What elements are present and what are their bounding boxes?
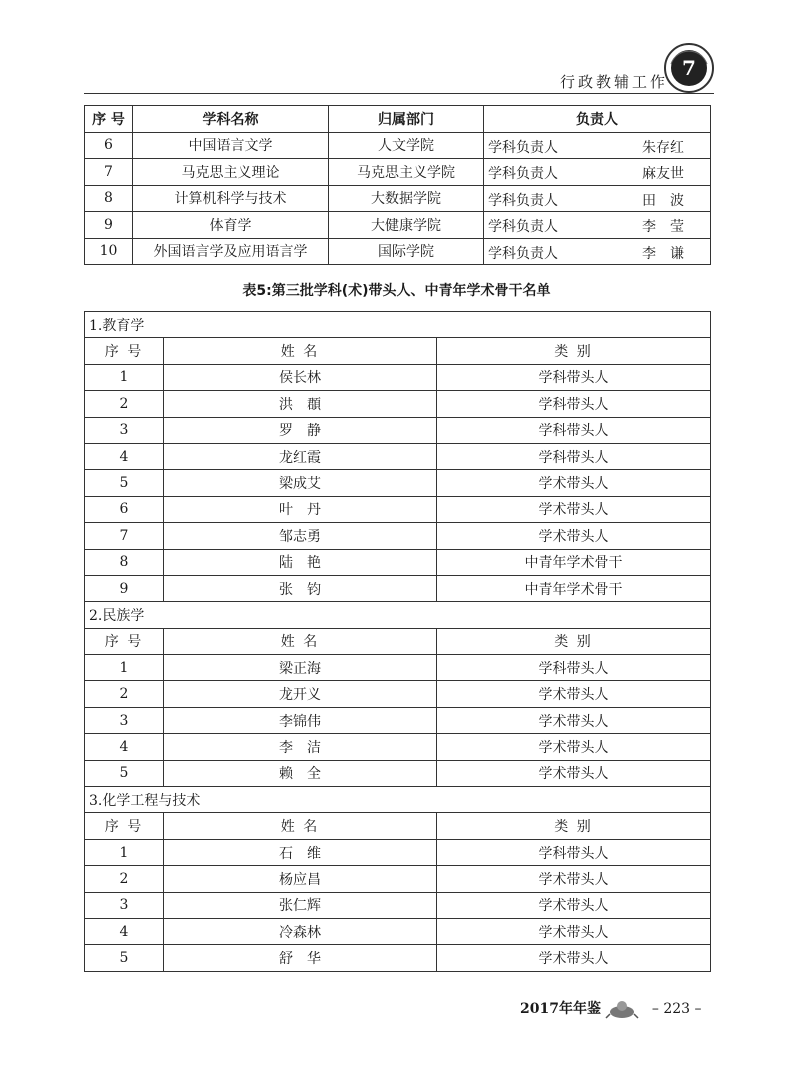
category: 学术带头人 (437, 945, 711, 971)
table-row (85, 132, 711, 159)
table-row (85, 549, 711, 575)
table-row (85, 238, 711, 265)
row-number: 4 (85, 918, 164, 944)
col-header-responsible: 负责人 (484, 106, 711, 133)
table-row (85, 391, 711, 417)
row-number: 9 (85, 212, 133, 239)
row-number: 4 (85, 443, 164, 469)
subject-name: 马克思主义理论 (133, 159, 329, 186)
col-header-subject: 学科名称 (133, 106, 329, 133)
table-row (85, 760, 711, 786)
col-header-no: 序 号 (85, 628, 164, 654)
table-row (85, 892, 711, 918)
university-seal-icon (663, 42, 715, 94)
category: 学术带头人 (437, 707, 711, 733)
category: 学术带头人 (437, 734, 711, 760)
department: 人文学院 (329, 132, 484, 159)
table-header-row (85, 106, 711, 133)
department: 大健康学院 (329, 212, 484, 239)
row-number: 9 (85, 575, 164, 601)
person-name: 张 钧 (164, 575, 437, 601)
section-title: 3.化学工程与技术 (85, 787, 711, 813)
row-number: 3 (85, 892, 164, 918)
table-row (85, 866, 711, 892)
academic-leaders-table (84, 311, 711, 972)
table-row (85, 496, 711, 522)
responsible-cell (484, 185, 711, 212)
page-number: – 223 – (651, 1001, 702, 1017)
person-name: 麻友世 (642, 166, 684, 182)
table-row (85, 364, 711, 390)
category: 学术带头人 (437, 892, 711, 918)
category: 中青年学术骨干 (437, 549, 711, 575)
person-name: 杨应昌 (164, 866, 437, 892)
row-number: 1 (85, 839, 164, 865)
person-name: 李 洁 (164, 734, 437, 760)
section-title: 2.民族学 (85, 602, 711, 628)
subject-name: 体育学 (133, 212, 329, 239)
responsible-cell (484, 159, 711, 186)
row-number: 2 (85, 681, 164, 707)
row-number: 4 (85, 734, 164, 760)
responsible-cell (484, 132, 711, 159)
table-row (85, 839, 711, 865)
header-rule (84, 93, 714, 94)
category: 学术带头人 (437, 866, 711, 892)
row-number: 6 (85, 132, 133, 159)
department: 马克思主义学院 (329, 159, 484, 186)
category: 学术带头人 (437, 760, 711, 786)
person-name: 邹志勇 (164, 523, 437, 549)
col-header-no: 序 号 (85, 106, 133, 133)
row-number: 1 (85, 364, 164, 390)
row-number: 1 (85, 655, 164, 681)
table-row (85, 523, 711, 549)
table-row (85, 681, 711, 707)
col-header-name: 姓 名 (164, 628, 437, 654)
table-row (85, 575, 711, 601)
category: 学术带头人 (437, 918, 711, 944)
discipline-leaders-table (84, 105, 711, 265)
row-number: 7 (85, 523, 164, 549)
person-name: 李 莹 (642, 219, 684, 235)
person-name: 叶 丹 (164, 496, 437, 522)
row-number: 3 (85, 707, 164, 733)
category: 学科带头人 (437, 391, 711, 417)
person-name: 朱存红 (642, 139, 684, 156)
row-number: 2 (85, 866, 164, 892)
role-label: 学科负责人 (488, 219, 558, 235)
category: 学术带头人 (437, 470, 711, 496)
row-number: 7 (85, 159, 133, 186)
row-number: 5 (85, 760, 164, 786)
category: 中青年学术骨干 (437, 575, 711, 601)
person-name: 梁成艾 (164, 470, 437, 496)
section-title: 1.教育学 (85, 312, 711, 338)
subject-name: 计算机科学与技术 (133, 185, 329, 212)
category: 学科带头人 (437, 417, 711, 443)
row-number: 2 (85, 391, 164, 417)
role-label: 学科负责人 (488, 245, 558, 262)
row-number: 5 (85, 945, 164, 971)
table-row (85, 159, 711, 186)
responsible-cell (484, 212, 711, 239)
row-number: 8 (85, 549, 164, 575)
section-header-row (85, 628, 711, 654)
col-header-no: 序 号 (85, 338, 164, 364)
section-row (85, 312, 711, 338)
table-row (85, 417, 711, 443)
responsible-cell (484, 238, 711, 265)
person-name: 罗 静 (164, 417, 437, 443)
person-name: 李锦伟 (164, 707, 437, 733)
person-name: 梁正海 (164, 655, 437, 681)
person-name: 龙开义 (164, 681, 437, 707)
department: 国际学院 (329, 238, 484, 265)
role-label: 学科负责人 (488, 166, 558, 182)
yearbook-label: 2017年年鉴 (520, 1001, 601, 1017)
person-name: 侯长林 (164, 364, 437, 390)
category: 学术带头人 (437, 681, 711, 707)
category: 学术带头人 (437, 496, 711, 522)
section-row (85, 602, 711, 628)
section-row (85, 787, 711, 813)
col-header-dept: 归属部门 (329, 106, 484, 133)
running-header: 行政教辅工作 (559, 73, 668, 91)
col-header-type: 类 别 (437, 813, 711, 839)
table-row (85, 443, 711, 469)
person-name: 陆 艳 (164, 549, 437, 575)
category: 学科带头人 (437, 364, 711, 390)
category: 学科带头人 (437, 655, 711, 681)
col-header-no: 序 号 (85, 813, 164, 839)
col-header-type: 类 别 (437, 338, 711, 364)
table-row (85, 185, 711, 212)
table-row (85, 655, 711, 681)
person-name: 田 波 (642, 192, 684, 209)
table-title: 表5:第三批学科(术)带头人、中青年学术骨干名单 (242, 283, 551, 299)
section-header-row (85, 338, 711, 364)
role-label: 学科负责人 (488, 192, 558, 209)
row-number: 10 (85, 238, 133, 265)
person-name: 李 谦 (642, 245, 684, 262)
row-number: 3 (85, 417, 164, 443)
row-number: 6 (85, 496, 164, 522)
row-number: 5 (85, 470, 164, 496)
table-row (85, 212, 711, 239)
col-header-type: 类 别 (437, 628, 711, 654)
person-name: 龙红霞 (164, 443, 437, 469)
col-header-name: 姓 名 (164, 813, 437, 839)
mascot-icon (605, 998, 639, 1020)
row-number: 8 (85, 185, 133, 212)
department: 大数据学院 (329, 185, 484, 212)
person-name: 舒 华 (164, 945, 437, 971)
col-header-name: 姓 名 (164, 338, 437, 364)
person-name: 赖 全 (164, 760, 437, 786)
person-name: 洪 頵 (164, 391, 437, 417)
person-name: 张仁辉 (164, 892, 437, 918)
section-header-row (85, 813, 711, 839)
table-row (85, 734, 711, 760)
table-row (85, 918, 711, 944)
page-footer (520, 998, 702, 1020)
category: 学科带头人 (437, 443, 711, 469)
category: 学科带头人 (437, 839, 711, 865)
table-row (85, 707, 711, 733)
person-name: 石 维 (164, 839, 437, 865)
person-name: 冷森林 (164, 918, 437, 944)
table-row (85, 945, 711, 971)
subject-name: 外国语言学及应用语言学 (133, 238, 329, 265)
svg-text:7: 7 (682, 56, 696, 80)
table-row (85, 470, 711, 496)
role-label: 学科负责人 (488, 139, 558, 156)
subject-name: 中国语言文学 (133, 132, 329, 159)
category: 学术带头人 (437, 523, 711, 549)
